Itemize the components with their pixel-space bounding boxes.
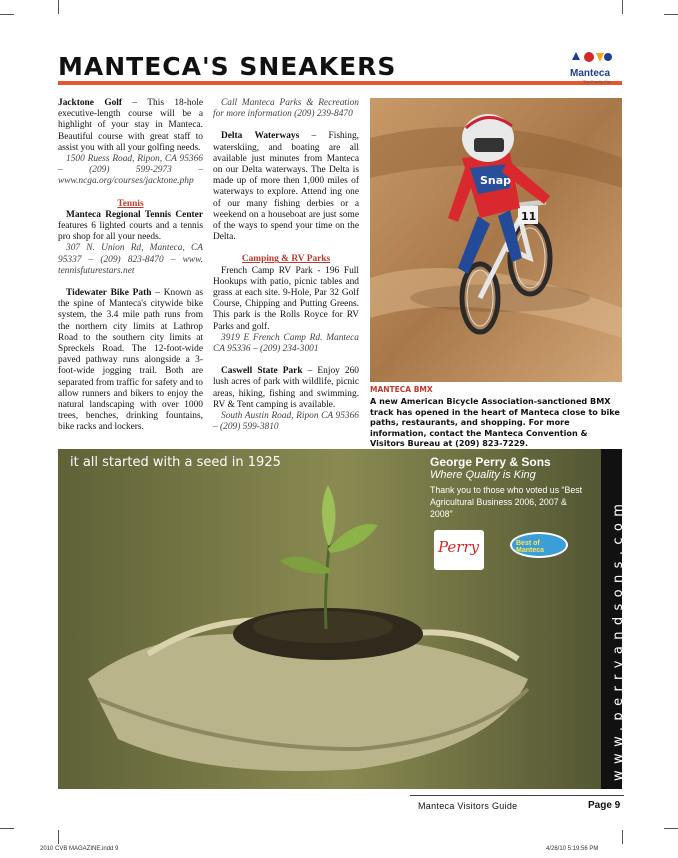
caswell-park-text: – Enjoy 260 lush acres of park with wildlife, picnic areas, hiking, fishing and swimming. RV & Tent camping is available.: [213, 366, 359, 410]
parks-rec-call: Call Manteca Parks & Recreation for more information (209) 239-8470: [213, 98, 359, 120]
tennis-heading: Tennis: [117, 198, 144, 209]
photo-caption-heading: MANTECA BMX: [370, 385, 433, 394]
column-middle: [213, 98, 359, 433]
footer-guide-title: Manteca Visitors Guide: [418, 801, 518, 811]
french-camp-text: French Camp RV Park - 196 Full Hookups with patio, picnic tables and grass at each site. 9-Hole, Par 32 Golf Course, Chipping and Putting Greens. This park is the Rolls Royce for RV Parks and golf.: [213, 265, 359, 332]
page-number: Page 9: [588, 800, 621, 811]
delta-waterways-text: – Fishing, waterskiing, and boating are all available just minutes from Manteca on our Delta waterways. The Delta is made up of more then 1,000 miles of waterways to explore. Attend ing one of our many fishing derbies or a weekend on a houseboat are just some of the ways to spend your time on the Delta.: [213, 131, 359, 243]
print-slug-file: 2010 CVB MAGAZINE.indd 9: [40, 846, 119, 852]
plate-number: 11: [521, 210, 537, 223]
logo-tagline: The Family City: [583, 79, 611, 84]
tennis-center-name: Manteca Regional Tennis Center: [66, 209, 203, 220]
ad-website-url[interactable]: www.perryandsons.com: [611, 497, 626, 781]
best-of-manteca-badge: [510, 532, 568, 558]
camping-heading: Camping & RV Parks: [241, 254, 331, 265]
best-badge-text: Best of Manteca: [516, 540, 545, 554]
tidewater-bike-path-name: Tidewater Bike Path: [66, 288, 152, 299]
ad-seed-line: it all started with a seed in 1925: [70, 455, 281, 470]
ad-slogan: Where Quality is King: [430, 469, 536, 481]
crop-mark: [622, 830, 623, 844]
perry-sons-advertisement: [58, 449, 626, 789]
jersey-text: Snap: [480, 174, 512, 187]
perry-logo-badge: [434, 530, 484, 570]
caswell-park-address: South Austin Road, Ripon CA 95366 – (209) 599-3810: [213, 411, 359, 433]
tennis-center-address: 307 N. Union Rd, Manteca, CA 95337 – (209) 823-8470 – www. tennisfuturestars.net: [58, 243, 203, 276]
logo-wordmark: Manteca: [570, 68, 611, 79]
crop-mark: [622, 0, 623, 14]
ad-company-name: George Perry & Sons: [430, 455, 551, 469]
caswell-park-name: Caswell State Park: [221, 366, 303, 377]
crop-mark: [58, 0, 59, 14]
footer-rule: [410, 795, 624, 796]
jacktone-golf-text: – This 18-hole executive-length course will be a highlight of your stay in Manteca. Beautiful course with great staff to assist you with all your golfing needs.: [58, 98, 203, 153]
tennis-center-text: features 6 lighted courts and a tennis pro shop for all your needs.: [58, 221, 203, 243]
bmx-rider-illustration: [370, 98, 622, 382]
page-title: MANTECA'S SNEAKERS: [58, 52, 397, 81]
perry-badge-text: Perry: [438, 538, 480, 556]
crop-mark: [58, 830, 59, 844]
title-rule: [58, 81, 622, 85]
crop-mark: [664, 828, 678, 829]
jacktone-golf-name: Jacktone Golf: [58, 98, 123, 108]
jacktone-golf-address: 1500 Ruess Road, Ripon, CA 95366 – (209) 599-2973 – www.ncga.org/courses/jacktone.php: [58, 154, 203, 187]
ad-thanks-text: Thank you to those who voted us “Best Agricultural Business 2006, 2007 & 2008”: [430, 485, 583, 519]
bmx-photo: [370, 98, 622, 382]
crop-mark: [664, 14, 678, 15]
photo-caption-body: A new American Bicycle Association-sanctioned BMX track has opened in the heart of Manteca close to bike paths, restaurants, and shopping. For more information, contact the Manteca Convention & Visitors Bureau at (209) 823-7229.: [370, 396, 620, 449]
tidewater-bike-path-text: – Known as the spine of Manteca's citywide bike system, the 3.4 mile path runs from the northern city limits at Lathrop Road to the southern city limits at Spreckels Road. The 12-foot-wide paved pathway runs alongside a 3-foot-wide jogging trail. Both are separated from traffic for safety and to allow runners and bikers to enjoy the natural landscaping with over 1000 trees, benches, drinking fountains, bike racks and lockers.: [58, 288, 203, 433]
crop-mark: [0, 14, 14, 15]
crop-mark: [0, 828, 14, 829]
print-slug-timestamp: 4/26/10 5:19:56 PM: [546, 846, 599, 852]
column-left: [58, 98, 203, 434]
french-camp-address: 3919 E French Camp Rd. Manteca CA 95336 – (209) 234-3001: [213, 332, 359, 355]
delta-waterways-name: Delta Waterways: [221, 131, 300, 142]
